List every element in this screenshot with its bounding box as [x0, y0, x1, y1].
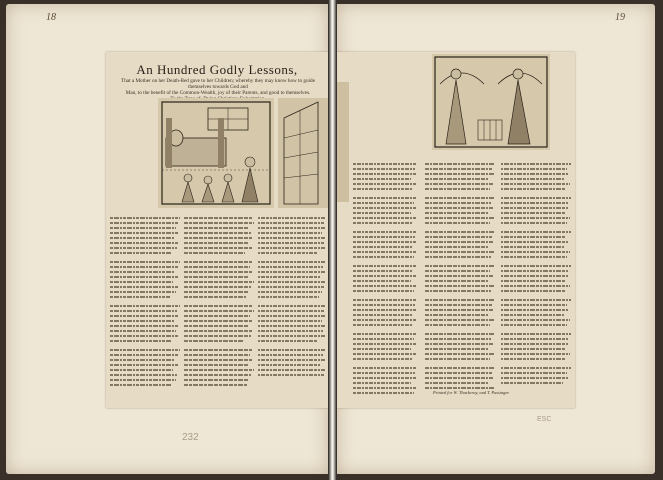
verse-column-4: [351, 160, 419, 402]
verse-column-5: [423, 160, 497, 402]
left-broadside: [106, 52, 328, 408]
book-gutter: [328, 0, 337, 480]
right-folio: 19: [615, 12, 625, 23]
woodcut-fragment-icon: [337, 82, 349, 202]
broadside-title: An Hundred Godly Lessons,: [136, 62, 298, 77]
right-shelfmark: ESC: [537, 416, 552, 423]
two-figures-scene-icon: [432, 54, 550, 150]
shelf-woodcut-icon: [278, 98, 328, 208]
verse-column-6: [499, 160, 573, 402]
imprint-line: Printed for W. Thackeray, and T. Passinger.: [433, 390, 510, 395]
left-folio: 18: [46, 12, 56, 23]
verse-column-2: [182, 214, 256, 406]
verse-column-1: [108, 214, 182, 406]
verse-column-3: [256, 214, 328, 406]
deathbed-scene-icon: [158, 98, 274, 208]
right-broadside: [337, 52, 575, 408]
subtitle-line-1: That a Mother on her Death-Bed gave to her Children; whereby they may know how to guide themselves towards God and: [121, 78, 315, 90]
left-page: [6, 4, 328, 474]
subtitle-line-2: Man, to the benefit of the Common-Wealth, joy of their Parents, and good to themselves.: [125, 90, 311, 96]
right-page: [337, 4, 655, 474]
left-shelfmark: 232: [182, 432, 199, 443]
